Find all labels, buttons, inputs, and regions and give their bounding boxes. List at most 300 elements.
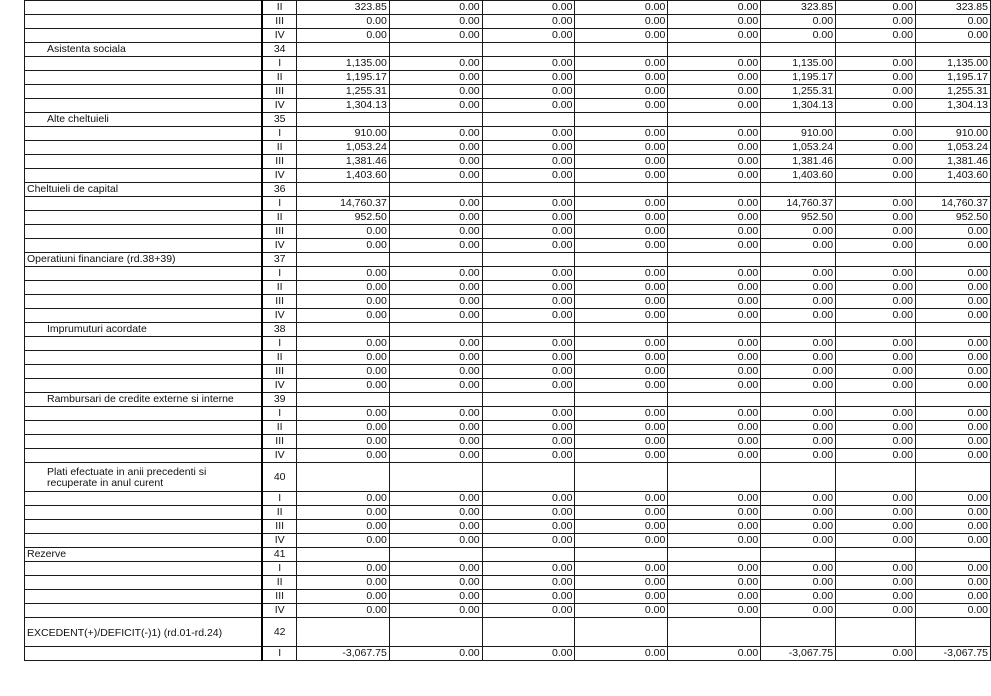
quarter-cell: I [262,647,296,661]
row-number: 41 [262,548,296,562]
value-cell: 0.00 [575,141,668,155]
empty-cell [575,113,668,127]
value-cell: 0.00 [668,15,761,29]
value-cell: 0.00 [482,57,575,71]
value-cell: 0.00 [915,295,990,309]
empty-label-cell [25,281,263,295]
row-label: Asistenta sociala [25,43,263,57]
value-cell: 0.00 [761,421,836,435]
value-cell: 0.00 [389,281,482,295]
quarter-cell: III [262,155,296,169]
value-cell: 0.00 [668,225,761,239]
empty-cell [761,113,836,127]
value-cell: 0.00 [836,281,916,295]
value-cell: 0.00 [761,337,836,351]
value-cell: 14,760.37 [296,197,389,211]
table-row [25,506,991,520]
value-cell: 0.00 [296,604,389,618]
row-label: Rambursari de credite externe si interne [25,393,263,407]
value-cell: 0.00 [668,155,761,169]
table-row [25,225,991,239]
value-cell: 0.00 [836,351,916,365]
value-cell: 0.00 [389,562,482,576]
value-cell: 0.00 [389,337,482,351]
value-cell: 952.50 [296,211,389,225]
table-row [25,71,991,85]
empty-cell [482,113,575,127]
empty-label-cell [25,267,263,281]
empty-cell [296,253,389,267]
value-cell: 0.00 [761,309,836,323]
value-cell: 0.00 [389,309,482,323]
quarter-cell: II [262,281,296,295]
value-cell: 0.00 [915,15,990,29]
value-cell: 0.00 [761,520,836,534]
value-cell: 0.00 [389,379,482,393]
empty-cell [575,618,668,647]
value-cell: 0.00 [761,15,836,29]
value-cell: 0.00 [575,309,668,323]
value-cell: 0.00 [836,604,916,618]
empty-label-cell [25,99,263,113]
value-cell: 1,403.60 [761,169,836,183]
empty-cell [389,323,482,337]
value-cell: 0.00 [761,576,836,590]
value-cell: 0.00 [668,99,761,113]
value-cell: 1,053.24 [296,141,389,155]
value-cell: 0.00 [575,351,668,365]
row-number: 37 [262,253,296,267]
empty-cell [836,253,916,267]
value-cell: 1,053.24 [915,141,990,155]
value-cell: 0.00 [761,562,836,576]
empty-cell [836,113,916,127]
empty-label-cell [25,351,263,365]
empty-cell [482,548,575,562]
value-cell: 0.00 [482,604,575,618]
value-cell: 0.00 [668,57,761,71]
value-cell: 0.00 [482,1,575,15]
quarter-cell: III [262,365,296,379]
empty-label-cell [25,239,263,253]
value-cell: 0.00 [668,534,761,548]
value-cell: 0.00 [482,562,575,576]
value-cell: 1,135.00 [296,57,389,71]
empty-cell [575,463,668,492]
value-cell: 0.00 [668,197,761,211]
value-cell: 0.00 [915,337,990,351]
value-cell: 0.00 [836,295,916,309]
empty-cell [575,393,668,407]
empty-cell [575,548,668,562]
empty-cell [296,43,389,57]
value-cell: 1,195.17 [915,71,990,85]
table-row [25,534,991,548]
value-cell: 0.00 [296,435,389,449]
value-cell: 0.00 [761,351,836,365]
value-cell: 0.00 [389,169,482,183]
value-cell: 323.85 [915,1,990,15]
value-cell: 0.00 [389,15,482,29]
table-row [25,99,991,113]
table-row [25,647,991,661]
section-header-row [25,183,991,197]
value-cell: 0.00 [389,155,482,169]
value-cell: 0.00 [915,309,990,323]
empty-cell [296,113,389,127]
empty-cell [389,113,482,127]
value-cell: 0.00 [575,435,668,449]
value-cell: 0.00 [915,281,990,295]
value-cell: 1,255.31 [915,85,990,99]
row-number: 36 [262,183,296,197]
value-cell: 0.00 [389,141,482,155]
table-row [25,562,991,576]
empty-label-cell [25,590,263,604]
value-cell: 0.00 [575,71,668,85]
table-row [25,407,991,421]
empty-cell [482,618,575,647]
value-cell: 323.85 [761,1,836,15]
empty-label-cell [25,647,263,661]
table-row [25,239,991,253]
empty-cell [668,548,761,562]
value-cell: 0.00 [836,534,916,548]
value-cell: 0.00 [482,197,575,211]
empty-cell [915,183,990,197]
value-cell: 0.00 [482,647,575,661]
value-cell: 14,760.37 [915,197,990,211]
value-cell: 0.00 [836,520,916,534]
value-cell: 0.00 [482,576,575,590]
section-header-row [25,253,991,267]
value-cell: 0.00 [575,15,668,29]
table-row [25,169,991,183]
quarter-cell: I [262,337,296,351]
value-cell: 0.00 [915,379,990,393]
table-row [25,421,991,435]
quarter-cell: IV [262,604,296,618]
value-cell: 0.00 [836,99,916,113]
quarter-cell: III [262,225,296,239]
empty-cell [296,393,389,407]
empty-cell [915,548,990,562]
value-cell: 0.00 [575,407,668,421]
value-cell: 0.00 [575,647,668,661]
value-cell: 1,381.46 [296,155,389,169]
empty-label-cell [25,534,263,548]
value-cell: 0.00 [389,604,482,618]
section-header-row [25,548,991,562]
value-cell: 0.00 [482,421,575,435]
empty-cell [389,393,482,407]
value-cell: 0.00 [389,197,482,211]
quarter-cell: III [262,520,296,534]
table-row [25,267,991,281]
table-row [25,155,991,169]
quarter-cell: IV [262,99,296,113]
value-cell: 0.00 [389,267,482,281]
table-row [25,1,991,15]
value-cell: 0.00 [668,379,761,393]
table-row [25,211,991,225]
value-cell: 0.00 [575,534,668,548]
value-cell: 0.00 [836,435,916,449]
empty-cell [761,323,836,337]
value-cell: 0.00 [575,169,668,183]
value-cell: 0.00 [482,239,575,253]
empty-label-cell [25,169,263,183]
quarter-cell: III [262,435,296,449]
empty-cell [296,323,389,337]
empty-cell [575,183,668,197]
value-cell: 0.00 [915,365,990,379]
value-cell: 0.00 [915,239,990,253]
value-cell: 952.50 [915,211,990,225]
value-cell: 0.00 [668,267,761,281]
table-row [25,520,991,534]
value-cell: 0.00 [482,29,575,43]
quarter-cell: II [262,576,296,590]
budget-table [24,0,991,661]
empty-cell [389,183,482,197]
quarter-cell: III [262,590,296,604]
section-header-row [25,393,991,407]
value-cell: 0.00 [296,520,389,534]
value-cell: 0.00 [389,225,482,239]
value-cell: 0.00 [836,239,916,253]
value-cell: 0.00 [482,337,575,351]
value-cell: 0.00 [668,590,761,604]
value-cell: 0.00 [296,281,389,295]
value-cell: 0.00 [296,562,389,576]
empty-label-cell [25,421,263,435]
value-cell: 0.00 [575,520,668,534]
value-cell: 0.00 [575,295,668,309]
empty-label-cell [25,407,263,421]
empty-cell [482,253,575,267]
value-cell: 910.00 [296,127,389,141]
empty-label-cell [25,141,263,155]
value-cell: 0.00 [296,267,389,281]
value-cell: 0.00 [836,421,916,435]
section-header-row [25,463,991,492]
table-row [25,85,991,99]
empty-cell [761,393,836,407]
value-cell: 0.00 [668,29,761,43]
value-cell: 0.00 [915,604,990,618]
value-cell: 0.00 [575,85,668,99]
value-cell: 0.00 [668,407,761,421]
value-cell: 0.00 [761,506,836,520]
row-label: EXCEDENT(+)/DEFICIT(-)1) (rd.01-rd.24) [25,618,263,647]
value-cell: -3,067.75 [915,647,990,661]
table-row [25,337,991,351]
empty-label-cell [25,1,263,15]
value-cell: 0.00 [389,99,482,113]
value-cell: 0.00 [296,407,389,421]
value-cell: 0.00 [389,351,482,365]
value-cell: 0.00 [575,492,668,506]
value-cell: 0.00 [389,492,482,506]
value-cell: 0.00 [836,267,916,281]
value-cell: 0.00 [668,365,761,379]
quarter-cell: III [262,295,296,309]
value-cell: 0.00 [836,155,916,169]
value-cell: 0.00 [389,295,482,309]
table-row [25,141,991,155]
quarter-cell: II [262,211,296,225]
value-cell: 0.00 [915,435,990,449]
value-cell: 0.00 [296,239,389,253]
value-cell: 1,195.17 [296,71,389,85]
quarter-cell: II [262,421,296,435]
value-cell: 0.00 [482,211,575,225]
value-cell: -3,067.75 [761,647,836,661]
row-label: Plati efectuate in anii precedenti si recuperate in anul curent [25,463,263,492]
value-cell: 0.00 [915,534,990,548]
value-cell: 0.00 [668,435,761,449]
value-cell: 1,381.46 [761,155,836,169]
empty-cell [668,113,761,127]
value-cell: 0.00 [761,604,836,618]
value-cell: 0.00 [575,365,668,379]
value-cell: 0.00 [389,435,482,449]
value-cell: 0.00 [482,449,575,463]
empty-cell [668,618,761,647]
value-cell: 0.00 [668,85,761,99]
value-cell: 0.00 [296,506,389,520]
value-cell: 0.00 [296,295,389,309]
row-number: 40 [262,463,296,492]
value-cell: 0.00 [836,562,916,576]
value-cell: 0.00 [296,337,389,351]
quarter-cell: I [262,197,296,211]
empty-cell [482,463,575,492]
value-cell: 1,255.31 [761,85,836,99]
value-cell: 0.00 [915,492,990,506]
value-cell: 1,135.00 [915,57,990,71]
value-cell: 0.00 [575,562,668,576]
table-row [25,435,991,449]
value-cell: 0.00 [482,534,575,548]
value-cell: 0.00 [836,57,916,71]
empty-cell [389,618,482,647]
empty-label-cell [25,435,263,449]
value-cell: 0.00 [389,365,482,379]
empty-cell [668,463,761,492]
value-cell: 910.00 [915,127,990,141]
empty-cell [296,463,389,492]
value-cell: 1,255.31 [296,85,389,99]
empty-cell [836,618,916,647]
value-cell: 0.00 [761,407,836,421]
value-cell: 0.00 [482,71,575,85]
value-cell: 0.00 [575,239,668,253]
value-cell: 1,304.13 [296,99,389,113]
value-cell: 0.00 [482,15,575,29]
value-cell: 0.00 [915,29,990,43]
empty-cell [761,618,836,647]
empty-cell [915,463,990,492]
value-cell: 0.00 [761,239,836,253]
empty-label-cell [25,520,263,534]
value-cell: 0.00 [389,576,482,590]
value-cell: 0.00 [668,562,761,576]
value-cell: 0.00 [575,1,668,15]
value-cell: 1,135.00 [761,57,836,71]
row-number: 42 [262,618,296,647]
section-header-row [25,43,991,57]
value-cell: 0.00 [915,520,990,534]
table-row [25,309,991,323]
value-cell: 1,403.60 [915,169,990,183]
table-row [25,604,991,618]
section-header-row [25,618,991,647]
value-cell: 0.00 [836,379,916,393]
value-cell: 0.00 [482,99,575,113]
table-row [25,127,991,141]
empty-cell [668,183,761,197]
value-cell: 1,053.24 [761,141,836,155]
empty-label-cell [25,562,263,576]
value-cell: 0.00 [761,281,836,295]
row-label: Operatiuni financiare (rd.38+39) [25,253,263,267]
section-header-row [25,323,991,337]
value-cell: 0.00 [915,407,990,421]
value-cell: 0.00 [389,534,482,548]
value-cell: 0.00 [482,141,575,155]
quarter-cell: IV [262,309,296,323]
empty-cell [915,43,990,57]
value-cell: 0.00 [389,421,482,435]
quarter-cell: I [262,407,296,421]
value-cell: 0.00 [668,351,761,365]
empty-cell [761,463,836,492]
empty-cell [761,183,836,197]
empty-label-cell [25,337,263,351]
value-cell: 0.00 [482,267,575,281]
value-cell: 0.00 [575,155,668,169]
value-cell: 0.00 [668,239,761,253]
value-cell: 0.00 [836,576,916,590]
value-cell: 0.00 [761,534,836,548]
empty-cell [389,463,482,492]
section-header-row [25,113,991,127]
value-cell: 0.00 [668,604,761,618]
value-cell: 0.00 [296,449,389,463]
value-cell: 0.00 [389,211,482,225]
empty-cell [915,393,990,407]
quarter-cell: IV [262,29,296,43]
value-cell: 0.00 [482,169,575,183]
value-cell: 0.00 [296,225,389,239]
value-cell: 0.00 [389,647,482,661]
value-cell: 0.00 [836,647,916,661]
empty-label-cell [25,492,263,506]
value-cell: 0.00 [668,169,761,183]
value-cell: 0.00 [668,1,761,15]
value-cell: 0.00 [836,85,916,99]
empty-cell [575,43,668,57]
table-row [25,15,991,29]
quarter-cell: I [262,562,296,576]
value-cell: 0.00 [761,29,836,43]
value-cell: 1,195.17 [761,71,836,85]
value-cell: 0.00 [575,337,668,351]
value-cell: 0.00 [668,449,761,463]
value-cell: 0.00 [915,421,990,435]
